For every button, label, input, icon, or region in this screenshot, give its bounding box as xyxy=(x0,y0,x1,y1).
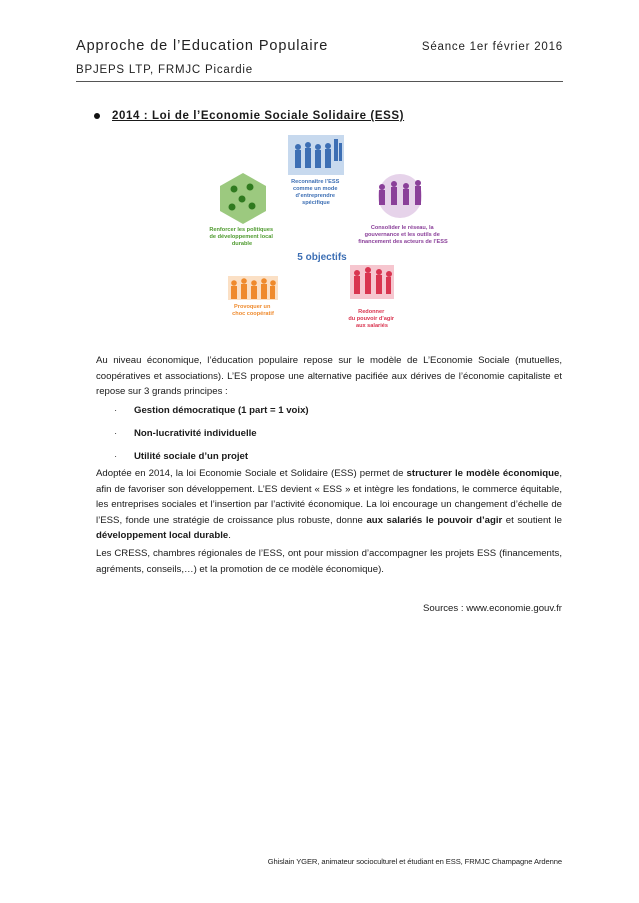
law-text-4: . xyxy=(228,530,231,542)
law-text-3: et soutient le xyxy=(502,514,562,526)
sources: Sources : www.economie.gouv.fr xyxy=(423,603,562,614)
paragraph-cress: Les CRESS, chambres régionales de l’ESS, ont pour mission d’accompagner les projets ESS (financements, agréments, conseils,…) et la promotion de ce modèle économique). xyxy=(96,548,562,575)
section-heading xyxy=(94,110,404,122)
objective-local-development-graphic xyxy=(220,173,266,224)
paragraph-intro: Au niveau économique, l’éducation populaire repose sur le modèle de L’Economie Sociale (mutuelles, coopératives et associations). L’ES propose une alternative pacifiée aux dérives de l’économie capitaliste et repose sur 3 grands principes : xyxy=(96,355,562,398)
principle-text: Gestion démocratique (1 part = 1 voix) xyxy=(134,405,309,416)
principle-item xyxy=(118,405,309,416)
objective-cooperative-label: Provoquer un choc coopératif xyxy=(232,304,274,317)
header-date: Séance 1er février 2016 xyxy=(421,41,563,53)
law-text-1: Adoptée en 2014, la loi Economie Sociale et Solidaire (ESS) permet de xyxy=(96,468,407,479)
header-title: Approche de l’Education Populaire xyxy=(76,38,329,54)
objective-empower-graphic xyxy=(350,265,394,299)
objective-consolidate-label: Consolider le réseau, la gouvernance et les outils de financement des acteurs de l’ESS xyxy=(358,225,448,245)
principle-item xyxy=(118,428,257,439)
law-emphasis-power: aux salariés le pouvoir d’agir xyxy=(366,514,503,526)
objective-consolidate-graphic xyxy=(378,174,422,218)
objective-recognize-label: Reconnaître l’ESS comme un mode d’entreprendre spécifique xyxy=(291,179,340,206)
principle-item xyxy=(118,451,248,462)
law-emphasis-structure: structurer le modèle économique xyxy=(406,468,560,479)
page-footer: Ghislain YGER, animateur socioculturel et étudiant en ESS, FRMJC Champagne Ardenne xyxy=(267,857,562,866)
principle-text: Non-lucrativité individuelle xyxy=(134,428,257,439)
objective-recognize-graphic xyxy=(288,135,344,175)
header-rule xyxy=(76,81,563,82)
principle-text: Utilité sociale d’un projet xyxy=(134,451,249,462)
section-heading-text: 2014 : Loi de l’Economie Sociale Solidaire (ESS) xyxy=(112,110,405,122)
objective-cooperative-graphic xyxy=(228,276,278,300)
center-label: 5 objectifs xyxy=(297,252,347,263)
objective-local-development-label: Renforcer les politiques de développement local durable xyxy=(209,227,274,247)
law-emphasis-local: développement local durable xyxy=(96,530,229,542)
law-text-2: , afin de favoriser son développement. L’ES devient « ESS » et intègre les fondations, le commerce équitable, les entreprises sociales et l’insertion par l’activité économique. La loi encourage un changement d’échelle de l’ESS, fonde une stratégie de croissance plus robuste, donne xyxy=(96,468,562,526)
ess-objectives-figure xyxy=(200,133,470,333)
paragraph-law xyxy=(96,466,562,544)
header-subtitle: BPJEPS LTP, FRMJC Picardie xyxy=(76,64,253,76)
objective-empower-label: Redonner du pouvoir d’agir aux salariés xyxy=(348,309,395,329)
